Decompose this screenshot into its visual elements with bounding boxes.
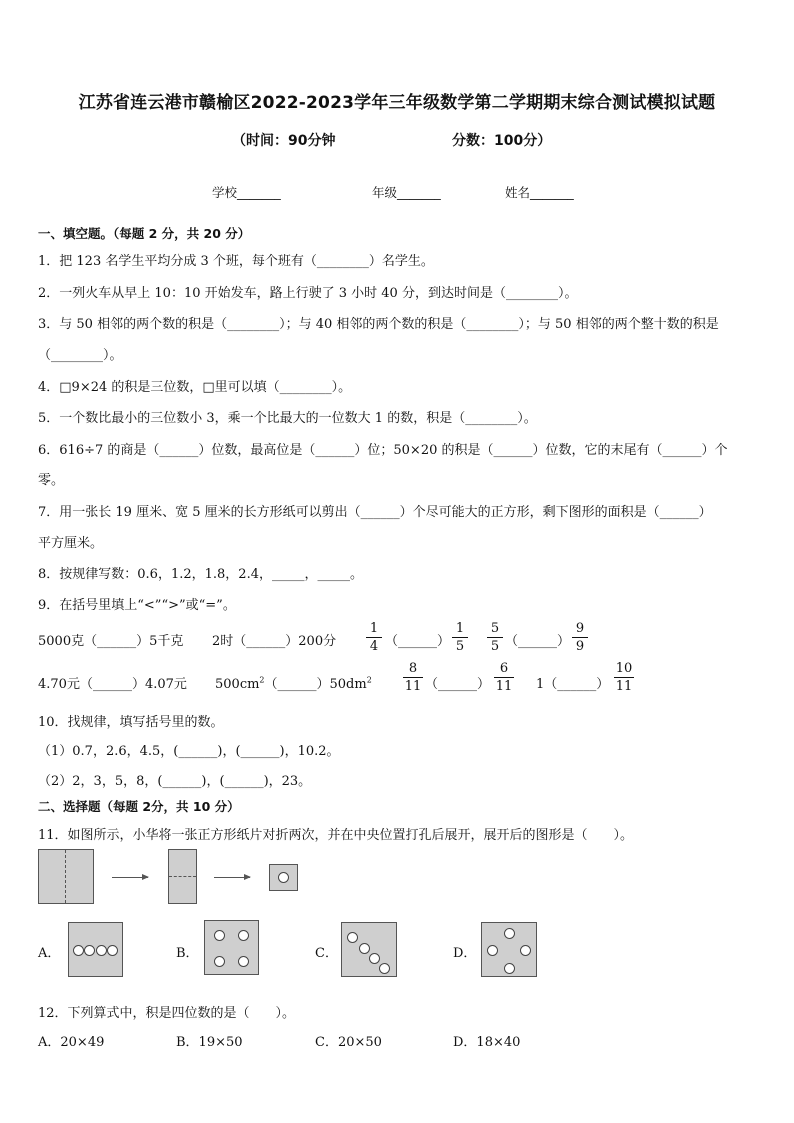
question-6-line2: 零。 [38,473,65,488]
option-a-figure[interactable] [68,922,123,977]
page-title: 江苏省连云港市赣榆区2022-2023学年三年级数学第二学期期末综合测试模拟试题 [78,93,716,113]
punch-hole [214,930,225,941]
option-a-label[interactable]: A． [38,946,61,961]
question-10-part2: （2）2，3，5，8，(______)，(______)，23。 [38,774,312,789]
question-2: 2．一列火车从早上 10：10 开始发车，路上行驶了 3 小时 40 分，到达时间是（________）。 [38,286,578,301]
option-a[interactable]: A．20×49 [38,1035,105,1050]
fold-line [169,876,196,877]
q9-blank: 1（______） [536,677,610,692]
punch-hole [238,930,249,941]
punch-hole [347,932,358,943]
punch-hole [359,943,370,954]
question-1: 1．把 123 名学生平均分成 3 个班，每个班有（________）名学生。 [38,254,434,269]
question-5: 5．一个数比最小的三位数小 3，乘一个比最大的一位数大 1 的数，积是（________）。 [38,411,537,426]
section1-heading: 一、填空题。（每题 2 分，共 20 分） [38,226,251,241]
option-b[interactable]: B．19×50 [176,1035,243,1050]
question-10-part1: （1）0.7，2.6，4.5，(______)，(______)，10.2。 [38,744,340,759]
fold-line [65,850,66,903]
question-7-line1: 7．用一张长 19 厘米、宽 5 厘米的长方形纸可以剪出（______）个尽可能大的正方形，剩下图形的面积是（______） [38,505,712,520]
question-8: 8．按规律写数：0.6，1.2，1.8，2.4，_____，_____。 [38,567,363,582]
fraction: $\frac{9}{9}$ [572,620,588,655]
question-3-line2: （________）。 [38,348,123,363]
fraction: $\frac{6}{11}$ [495,661,513,694]
grade-field[interactable]: 年级_______ [372,185,441,200]
question-4: 4．□9×24 的积是三位数，□里可以填（________）。 [38,380,352,395]
question-9: 9．在括号里填上“<”“>”或“=”。 [38,598,236,613]
fraction: $\frac{1}{5}$ [452,620,468,655]
school-field[interactable]: 学校_______ [212,185,281,200]
exam-score: 分数：100分） [452,133,552,149]
option-c[interactable]: C．20×50 [315,1035,382,1050]
punch-hole [73,945,84,956]
option-d-figure[interactable] [481,922,537,977]
punch-hole [369,953,380,964]
folded-twice-paper [269,864,298,891]
fraction: $\frac{5}{5}$ [487,620,503,655]
option-d-label[interactable]: D． [453,946,477,961]
square-paper [38,849,94,904]
option-b-figure[interactable] [204,920,259,975]
folded-once-paper [168,849,197,904]
fraction: $\frac{10}{11}$ [615,661,633,694]
q9-compare-time: 2时（______）200分 [212,634,337,649]
option-c-label[interactable]: C． [315,946,338,961]
option-b-label[interactable]: B． [176,946,199,961]
q9-blank: （______） [505,634,571,649]
q9-compare-money: 4.70元（______）4.07元 [38,677,187,692]
punch-hole [238,956,249,967]
punch-hole [278,872,289,883]
q9-blank: （______） [385,634,451,649]
q9-compare-area: $500cm^2(\_\_\_\_\_\_)50dm^2$ [215,675,372,692]
option-c-figure[interactable] [341,922,397,977]
punch-hole [379,963,390,974]
exam-time: （时间：90分钟 [232,133,336,149]
punch-hole [487,945,498,956]
q9-blank: （______） [425,677,491,692]
question-11: 11．如图所示，小华将一张正方形纸片对折两次，并在中央位置打孔后展开，展开后的图形是（ ）。 [38,828,634,843]
name-field[interactable]: 姓名_______ [505,185,574,200]
punch-hole [214,956,225,967]
punch-hole [96,945,107,956]
arrow-icon [112,877,148,878]
punch-hole [520,945,531,956]
arrow-icon [214,877,250,878]
punch-hole [504,963,515,974]
section2-heading: 二、选择题（每题 2分，共 10 分） [38,799,240,814]
option-d[interactable]: D．18×40 [453,1035,521,1050]
question-12: 12．下列算式中，积是四位数的是（ ）。 [38,1006,296,1021]
question-10: 10．找规律，填写括号里的数。 [38,715,224,730]
fraction: $\frac{8}{11}$ [404,661,422,694]
fraction: $\frac{1}{4}$ [366,620,382,655]
punch-hole [504,928,515,939]
question-7-line2: 平方厘米。 [38,536,104,551]
question-3-line1: 3．与 50 相邻的两个数的积是（________）；与 40 相邻的两个数的积是（________）；与 50 相邻的两个整十数的积是 [38,317,719,332]
q9-compare-weight: 5000克（______）5千克 [38,634,184,649]
question-6-line1: 6．616÷7 的商是（______）位数，最高位是（______）位；50×20 的积是（______）位数，它的末尾有（______）个 [38,443,728,458]
punch-hole [107,945,118,956]
punch-hole [84,945,95,956]
